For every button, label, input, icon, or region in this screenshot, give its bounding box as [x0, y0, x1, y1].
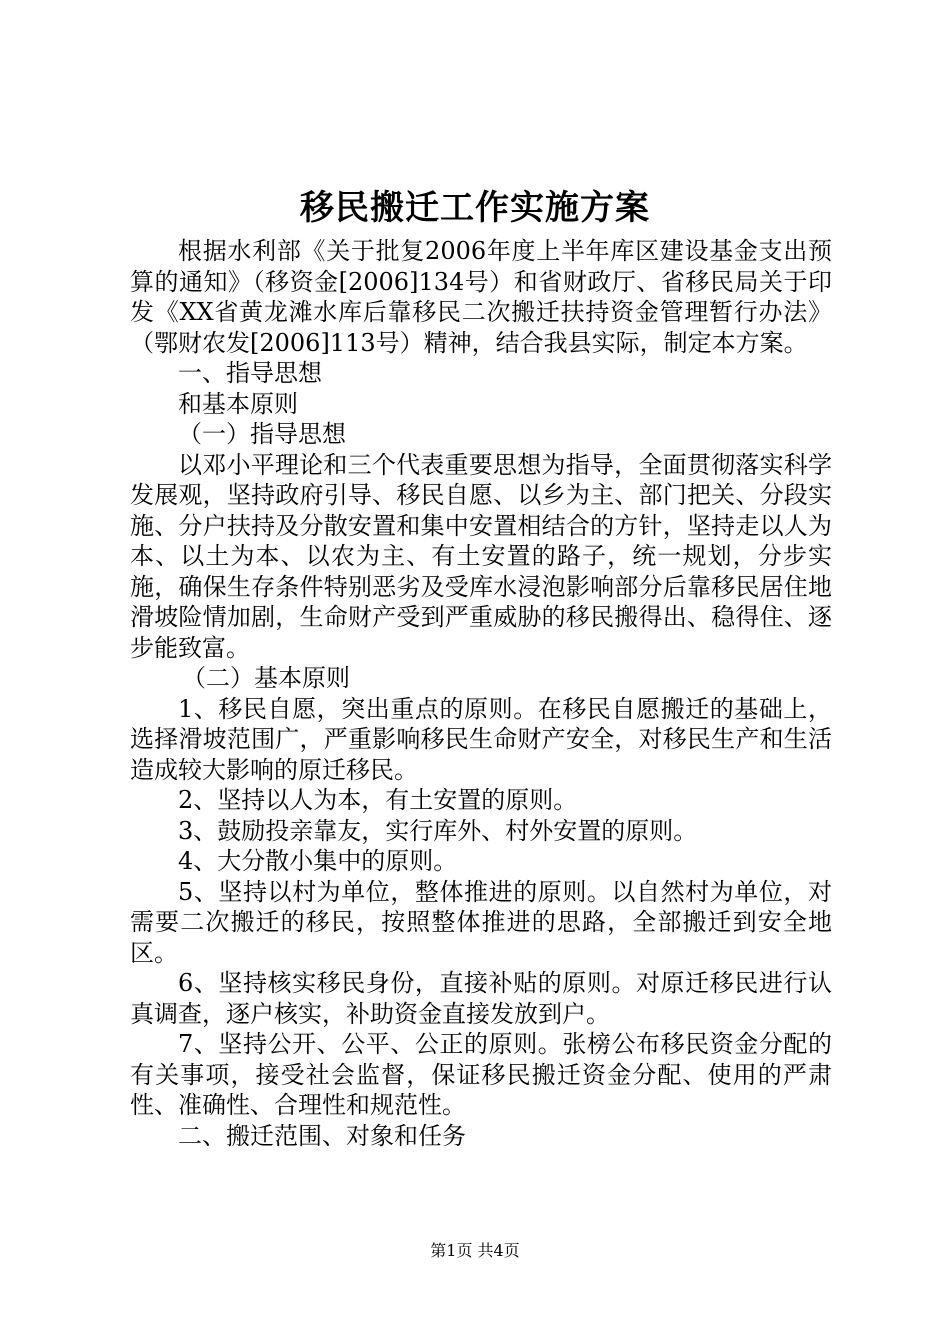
- principle-item-3: 3、鼓励投亲靠友，实行库外、村外安置的原则。: [178, 816, 698, 845]
- subheading-basic-principles: （二）基本原则: [182, 664, 350, 692]
- page-footer: 第1页 共4页: [430, 1241, 520, 1260]
- subheading-guiding-thought: （一）指导思想: [178, 420, 346, 448]
- principle-item-2: 2、坚持以人为本，有土安置的原则。: [178, 786, 578, 814]
- document-title: 移民搬迁工作实施方案: [300, 188, 650, 228]
- document-body: [130, 236, 832, 1151]
- principle-item-6: 6、坚持核实移民身份，直接补贴的原则。对原迁移民进行认真调查，逐户核实，补助资金直接发放到户。: [130, 969, 832, 1028]
- principle-item-7: 7、坚持公开、公平、公正的原则。张榜公布移民资金分配的有关事项，接受社会监督，保证移民搬迁资金分配、使用的严肃性、准确性、合理性和规范性。: [130, 1030, 832, 1119]
- heading-section-1-cont: 和基本原则: [178, 389, 298, 418]
- heading-section-1: 一、指导思想: [178, 359, 322, 387]
- paragraph-intro: 根据水利部《关于批复2006年度上半年库区建设基金支出预算的通知》（移资金[2006]134号）和省财政厅、省移民局关于印发《XX省黄龙滩水库后靠移民二次搬迁扶持资金管理暂行办法》（鄂财农发[2006]113号）精神，结合我县实际，制定本方案。: [130, 237, 832, 357]
- paragraph-guiding-thought: 以邓小平理论和三个代表重要思想为指导，全面贯彻落实科学发展观，坚持政府引导、移民自愿、以乡为主、部门把关、分段实施、分户扶持及分散安置和集中安置相结合的方针，坚持走以人为本、以土为本、以农为主、有土安置的路子，统一规划，分步实施，确保生存条件特别恶劣及受库水浸泡影响部分后靠移民居住地滑坡险情加剧，生命财产受到严重威胁的移民搬得出、稳得住、逐步能致富。: [130, 450, 832, 662]
- principle-item-4: 4、大分散小集中的原则。: [178, 847, 458, 875]
- heading-section-2: 二、搬迁范围、对象和任务: [178, 1121, 466, 1150]
- principle-item-1: 1、移民自愿，突出重点的原则。在移民自愿搬迁的基础上，选择滑坡范围广，严重影响移民生命财产安全，对移民生产和生活造成较大影响的原迁移民。: [130, 694, 832, 784]
- principle-item-5: 5、坚持以村为单位，整体推进的原则。以自然村为单位，对需要二次搬迁的移民，按照整体推进的思路，全部搬迁到安全地区。: [130, 877, 832, 967]
